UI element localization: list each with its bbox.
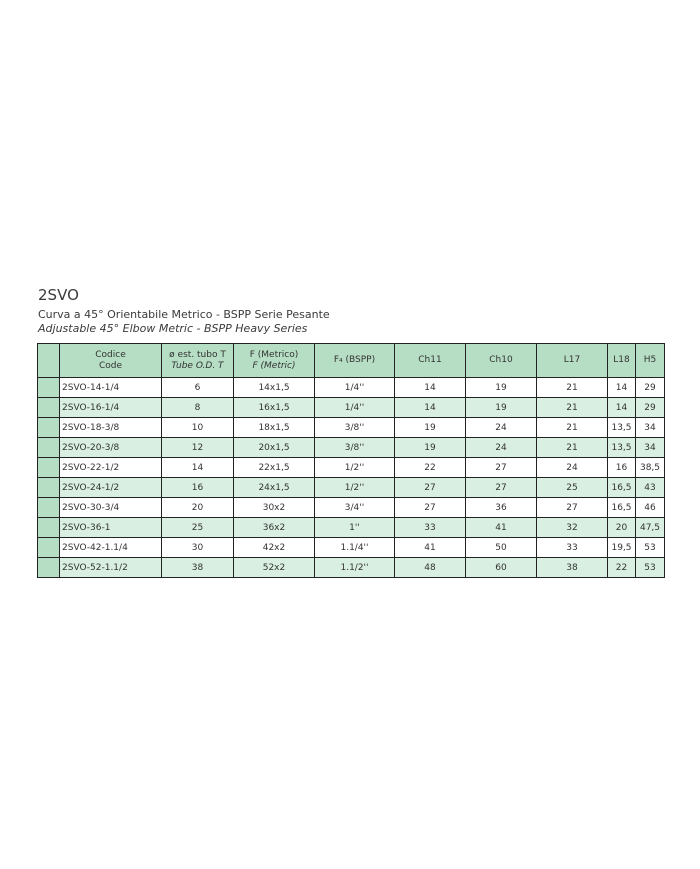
table-cell: 1/2'' [315, 458, 395, 478]
table-cell: 12 [162, 438, 234, 458]
side-band-cell [38, 478, 60, 498]
table-cell: 21 [537, 398, 608, 418]
table-cell: 52x2 [234, 558, 315, 578]
table-row [38, 398, 665, 418]
table-cell: 53 [636, 538, 665, 558]
table-row [38, 438, 665, 458]
table-cell: 14 [395, 398, 466, 418]
table-cell: 50 [466, 538, 537, 558]
table-cell: 22 [395, 458, 466, 478]
table-cell: 14 [608, 378, 636, 398]
table-cell: 29 [636, 378, 665, 398]
side-band-cell [38, 498, 60, 518]
table-row [38, 498, 665, 518]
table-cell: 20 [162, 498, 234, 518]
table-cell: 27 [466, 478, 537, 498]
table-cell: 25 [162, 518, 234, 538]
table-cell: 47,5 [636, 518, 665, 538]
product-description-italian: Curva a 45° Orientabile Metrico - BSPP Serie Pesante [38, 308, 330, 321]
side-band-cell [38, 398, 60, 418]
table-cell: 34 [636, 438, 665, 458]
product-code-cell: 2SVO-42-1.1/4 [60, 538, 162, 558]
table-cell: 13,5 [608, 418, 636, 438]
table-cell: 38 [537, 558, 608, 578]
table-cell: 27 [537, 498, 608, 518]
table-row [38, 418, 665, 438]
product-code-cell: 2SVO-14-1/4 [60, 378, 162, 398]
table-row [38, 458, 665, 478]
side-band-cell [38, 418, 60, 438]
side-band-cell [38, 458, 60, 478]
table-cell: 16 [608, 458, 636, 478]
table-cell: 19 [466, 378, 537, 398]
side-band-cell [38, 538, 60, 558]
column-header-tube-od [162, 344, 234, 378]
table-cell: 21 [537, 438, 608, 458]
table-cell: 22 [608, 558, 636, 578]
column-header-thread-metric [234, 344, 315, 378]
table-cell: 3/8'' [315, 418, 395, 438]
column-header-l18: L18 [608, 344, 636, 378]
side-band-cell [38, 378, 60, 398]
product-code-cell: 2SVO-30-3/4 [60, 498, 162, 518]
table-cell: 24 [537, 458, 608, 478]
table-cell: 41 [395, 538, 466, 558]
table-cell: 36 [466, 498, 537, 518]
table-cell: 42x2 [234, 538, 315, 558]
table-header-row [38, 344, 665, 378]
table-cell: 8 [162, 398, 234, 418]
table-cell: 48 [395, 558, 466, 578]
table-cell: 27 [466, 458, 537, 478]
table-cell: 60 [466, 558, 537, 578]
table-cell: 21 [537, 378, 608, 398]
table-cell: 1.1/2'' [315, 558, 395, 578]
side-band-cell [38, 558, 60, 578]
column-header-code [60, 344, 162, 378]
table-cell: 13,5 [608, 438, 636, 458]
column-header-line: ø est. tubo T [169, 349, 226, 360]
product-description-english: Adjustable 45° Elbow Metric - BSPP Heavy Series [38, 322, 308, 335]
column-header-line: Codice [95, 349, 126, 360]
table-cell: 46 [636, 498, 665, 518]
table-row [38, 518, 665, 538]
table-cell: 24x1,5 [234, 478, 315, 498]
table-cell: 16,5 [608, 498, 636, 518]
column-header-line: Tube O.D. T [171, 360, 224, 371]
column-header-ch11: Ch11 [395, 344, 466, 378]
table-row [38, 478, 665, 498]
table-cell: 30 [162, 538, 234, 558]
product-heading [38, 286, 330, 336]
table-cell: 27 [395, 498, 466, 518]
table-cell: 53 [636, 558, 665, 578]
product-code-cell: 2SVO-18-3/8 [60, 418, 162, 438]
table-cell: 14 [395, 378, 466, 398]
side-band-cell [38, 438, 60, 458]
table-cell: 30x2 [234, 498, 315, 518]
table-cell: 24 [466, 418, 537, 438]
table-cell: 34 [636, 418, 665, 438]
column-header-line: F (Metric) [252, 360, 296, 371]
table-cell: 1.1/4'' [315, 538, 395, 558]
product-code-cell: 2SVO-22-1/2 [60, 458, 162, 478]
table-cell: 27 [395, 478, 466, 498]
table-cell: 6 [162, 378, 234, 398]
table-cell: 19,5 [608, 538, 636, 558]
table-row [38, 378, 665, 398]
product-code-cell: 2SVO-20-3/8 [60, 438, 162, 458]
product-code-cell: 2SVO-16-1/4 [60, 398, 162, 418]
table-cell: 33 [537, 538, 608, 558]
table-cell: 22x1,5 [234, 458, 315, 478]
column-header-ch10: Ch10 [466, 344, 537, 378]
specification-table-container [37, 343, 664, 579]
table-cell: 19 [395, 418, 466, 438]
product-code-cell: 2SVO-36-1 [60, 518, 162, 538]
table-cell: 29 [636, 398, 665, 418]
table-cell: 16,5 [608, 478, 636, 498]
table-cell: 3/4'' [315, 498, 395, 518]
table-cell: 36x2 [234, 518, 315, 538]
table-cell: 1/4'' [315, 398, 395, 418]
table-cell: 38 [162, 558, 234, 578]
column-header-bspp: F₄ (BSPP) [315, 344, 395, 378]
product-code-title: 2SVO [38, 286, 79, 304]
side-band-cell [38, 344, 60, 378]
table-cell: 3/8'' [315, 438, 395, 458]
table-cell: 10 [162, 418, 234, 438]
table-cell: 14x1,5 [234, 378, 315, 398]
table-cell: 16x1,5 [234, 398, 315, 418]
table-cell: 20 [608, 518, 636, 538]
table-cell: 43 [636, 478, 665, 498]
table-cell: 25 [537, 478, 608, 498]
table-cell: 20x1,5 [234, 438, 315, 458]
table-row [38, 538, 665, 558]
specification-table [37, 343, 665, 578]
side-band-cell [38, 518, 60, 538]
column-header-l17: L17 [537, 344, 608, 378]
product-code-cell: 2SVO-52-1.1/2 [60, 558, 162, 578]
table-cell: 41 [466, 518, 537, 538]
table-body [38, 378, 665, 578]
table-cell: 1'' [315, 518, 395, 538]
product-code-cell: 2SVO-24-1/2 [60, 478, 162, 498]
table-cell: 16 [162, 478, 234, 498]
table-cell: 14 [608, 398, 636, 418]
table-cell: 21 [537, 418, 608, 438]
column-header-line: F (Metrico) [249, 349, 299, 360]
table-cell: 14 [162, 458, 234, 478]
table-cell: 1/2'' [315, 478, 395, 498]
column-header-h5: H5 [636, 344, 665, 378]
table-cell: 1/4'' [315, 378, 395, 398]
column-header-line: Code [98, 360, 123, 371]
table-row [38, 558, 665, 578]
table-cell: 38,5 [636, 458, 665, 478]
table-cell: 19 [466, 398, 537, 418]
table-cell: 24 [466, 438, 537, 458]
table-cell: 33 [395, 518, 466, 538]
table-cell: 19 [395, 438, 466, 458]
table-cell: 32 [537, 518, 608, 538]
table-cell: 18x1,5 [234, 418, 315, 438]
